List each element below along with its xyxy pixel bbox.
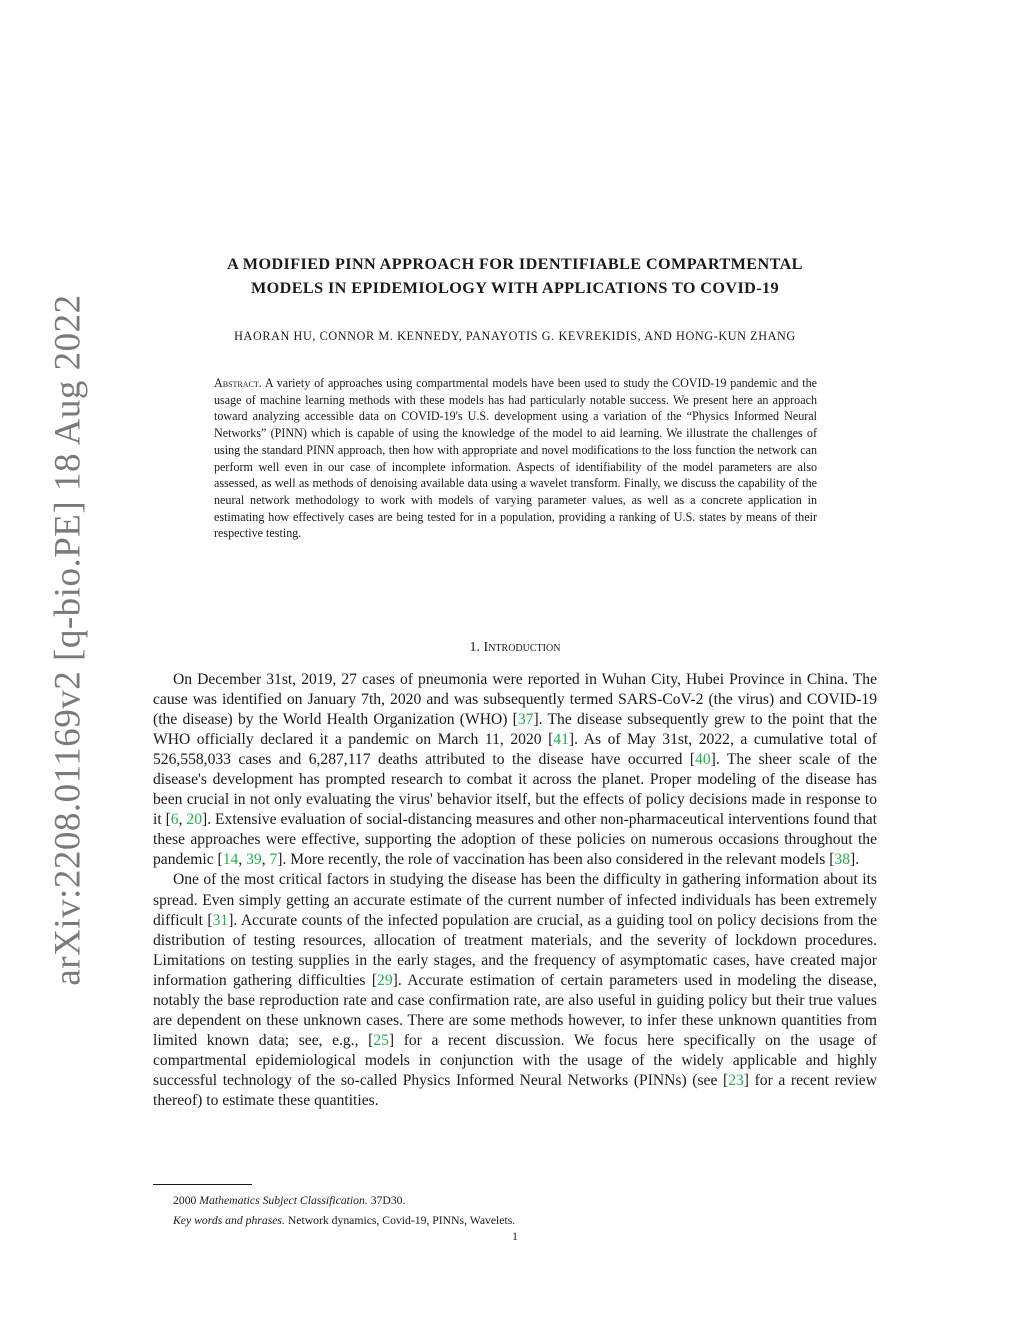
keywords-label: Key words and phrases. [173, 1214, 285, 1227]
title-line-1: A MODIFIED PINN APPROACH FOR IDENTIFIABLE COMPARTMENTAL [227, 255, 803, 273]
text-run: ]. Extensive evaluation of social-distancing measures and other non-pharmaceutical interventions found that these approaches were effective, supporting the adoption of these policies on numerous occasions throughout the pandemic [ [153, 811, 877, 869]
citation-link[interactable]: 7 [269, 851, 278, 869]
text-run: ]. The disease subsequently grew to the point that the WHO officially declared it a pandemic on March 11, 2020 [ [153, 711, 877, 749]
msc-year: 2000 [173, 1194, 197, 1207]
citation-link[interactable]: 41 [553, 731, 569, 749]
text-run: , [261, 851, 270, 869]
section-title: Introduction [483, 640, 561, 655]
citation-link[interactable]: 25 [373, 1031, 389, 1049]
keywords-value: Network dynamics, Covid-19, PINNs, Wavelets. [287, 1214, 516, 1227]
citation-link[interactable]: 20 [186, 811, 203, 829]
section-number: 1. [469, 640, 481, 655]
section-heading [150, 640, 880, 656]
abstract-label: Abstract. [214, 376, 262, 390]
citation-link[interactable]: 6 [170, 811, 179, 829]
citation-link[interactable]: 37 [517, 711, 534, 729]
text-run: ] for a recent review thereof) to estimate these quantities. [153, 1071, 877, 1109]
msc-label: Mathematics Subject Classification. [199, 1194, 368, 1207]
text-run: , [238, 851, 247, 869]
arxiv-identifier-stamp: arXiv:2208.01169v2 [q-bio.PE] 18 Aug 2022 [47, 294, 89, 986]
citation-link[interactable]: 23 [728, 1071, 744, 1089]
text-run: ]. [850, 851, 860, 869]
text-run: On December 31st, 2019, 27 cases of pneumonia were reported in Wuhan City, Hubei Province in China. The cause was identified on January 7th, 2020 and was subsequently termed SARS-CoV-2 (the virus) and COVID-19 (the disease) by the World Health Organization (WHO) [ [153, 671, 877, 729]
text-run: ] for a recent discussion. We focus here specifically on the usage of compartmental epidemiological models in conjunction with the usage of the widely applicable and highly successful technology of the so-called Physics Informed Neural Networks (PINNs) (see [ [153, 1031, 877, 1089]
footnote-divider [153, 1184, 252, 1185]
msc-footnote [153, 1191, 877, 1211]
abstract-text: A variety of approaches using compartmental models have been used to study the COVID-19 pandemic and the usage of machine learning methods with these models has had particularly notable success. We present here an approach toward analyzing accessible data on COVID-19's U.S. development using a variation of the “Physics Informed Neural Networks” (PINN) which is capable of using the knowledge of the model to aid learning. We illustrate the challenges of using the standard PINN approach, then how with appropriate and novel modifications to the loss function the network can perform well even in our case of incomplete information. Aspects of identifiability of the model parameters are also assessed, as well as methods of denoising available data using a wavelet transform. Finally, we discuss the capability of the neural network methodology to work with models of varying parameter values, as well as a concrete application in estimating how effectively cases are being tested for in a population, providing a ranking of U.S. states by means of their respective testing. [214, 376, 818, 541]
introduction-body [153, 670, 877, 1111]
text-run: , [178, 811, 187, 829]
page-number: 1 [512, 1231, 518, 1243]
author-list: HAORAN HU, CONNOR M. KENNEDY, PANAYOTIS G. KEVREKIDIS, AND HONG-KUN ZHANG [234, 329, 796, 343]
paragraph-1 [153, 670, 877, 870]
text-run: ]. Accurate estimation of certain parameters used in modeling the disease, notably the base reproduction rate and case confirmation rate, are also useful in guiding policy but their true values are dependent on these unknown cases. There are some methods however, to infer these unknown quantities from limited known data; see, e.g., [ [153, 971, 877, 1049]
msc-value: 37D30. [370, 1194, 406, 1207]
citation-link[interactable]: 31 [212, 911, 229, 929]
citation-link[interactable]: 29 [377, 971, 393, 989]
text-run: ]. As of May 31st, 2022, a cumulative total of 526,558,033 cases and 6,287,117 deaths attributed to the disease have occurred [ [153, 731, 878, 769]
title-line-2: MODELS IN EPIDEMIOLOGY WITH APPLICATIONS TO COVID-19 [250, 279, 780, 297]
citation-link[interactable]: 14 [222, 851, 239, 869]
text-run: One of the most critical factors in studying the disease has been the difficulty in gathering information about its spread. Even simply getting an accurate estimate of the current number of infected individuals has been extremely difficult [ [153, 871, 877, 929]
text-run: ]. Accurate counts of the infected population are crucial, as a guiding tool on policy decisions from the distribution of testing resources, allocation of treatment materials, and the severity of lockdown procedures. Limitations on testing supplies in the early stages, and the frequency of asymptomatic cases, have created major information gathering difficulties [ [153, 911, 877, 989]
citation-link[interactable]: 38 [834, 851, 851, 869]
citation-link[interactable]: 39 [246, 851, 262, 869]
citation-link[interactable]: 40 [695, 751, 711, 769]
keywords-footnote [153, 1211, 877, 1231]
text-run: ]. More recently, the role of vaccination has been also considered in the relevant models [ [277, 851, 835, 869]
abstract [214, 375, 817, 542]
paper-title [150, 252, 880, 300]
paragraph-2 [153, 870, 877, 1111]
text-run: ]. The sheer scale of the disease's development has prompted research to combat it across the planet. Proper modeling of the disease has been crucial in not only evaluating the virus' behavior itself, but the effects of policy decisions made in response to it [ [153, 751, 877, 829]
footnotes [153, 1191, 877, 1231]
